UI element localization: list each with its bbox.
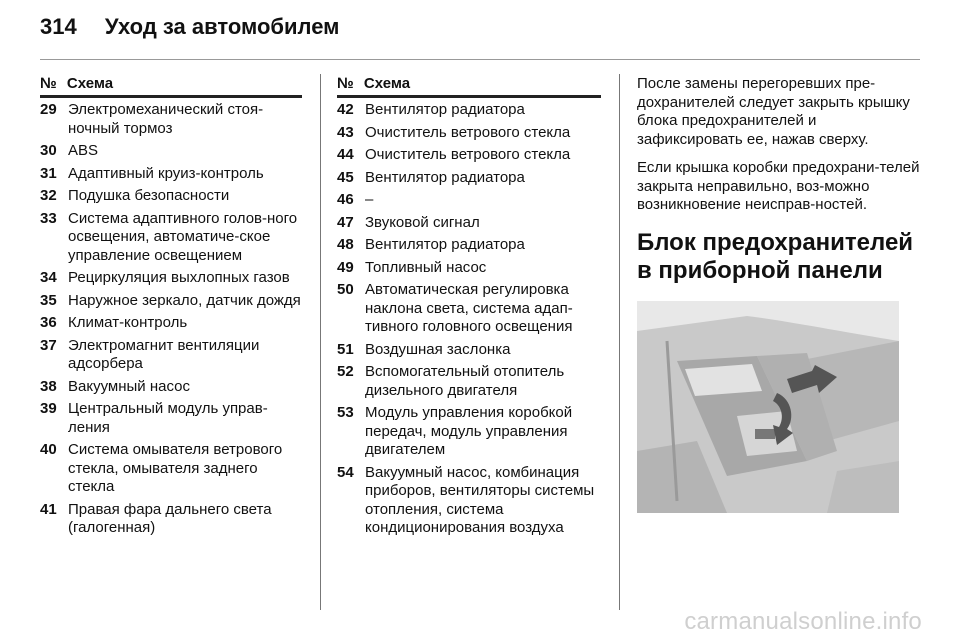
fuse-number: 46 xyxy=(337,191,354,208)
fuse-number: 30 xyxy=(40,142,57,159)
table-row xyxy=(337,101,601,120)
paragraph: Если крышка коробки предохрани-телей закрыта неправильно, воз-можно возникновение неисправ-ностей. xyxy=(637,159,920,213)
table-row xyxy=(40,337,302,374)
table-left xyxy=(40,75,302,542)
fuse-number: 44 xyxy=(337,146,354,163)
table-row xyxy=(40,501,302,538)
fuse-description: – xyxy=(365,191,374,208)
fuse-description: Климат-контроль xyxy=(68,314,188,331)
table-row xyxy=(40,165,302,184)
table-row xyxy=(337,259,601,278)
fuse-number: 52 xyxy=(337,363,354,380)
fuse-description: Вакуумный насос, комбинация приборов, вентиляторы системы отопления, система кондиционирования воздуха xyxy=(365,463,595,536)
fuse-description: Звуковой сигнал xyxy=(365,213,480,231)
fuse-description: Центральный модуль управ-ления xyxy=(68,400,268,436)
fuse-number: 50 xyxy=(337,281,354,298)
fuse-box-drawing xyxy=(637,301,899,513)
header-label: Схема xyxy=(66,75,114,92)
table-row xyxy=(40,101,302,138)
fuse-number: 31 xyxy=(40,164,57,182)
fuse-number: 39 xyxy=(40,400,57,417)
fuse-number: 48 xyxy=(337,236,354,253)
column-divider xyxy=(619,74,620,610)
table-row xyxy=(40,441,302,497)
table-row xyxy=(337,146,601,165)
table-right xyxy=(337,75,601,542)
paragraph: После замены перегоревших пре-дохранителей следует закрыть крышку блока предохранителей и зафиксировать ее, нажав сверху. xyxy=(637,75,910,148)
fuse-description: Вакуумный насос xyxy=(68,377,190,395)
table-row xyxy=(40,400,302,437)
fuse-description: Подушка безопасности xyxy=(68,187,230,204)
table-row xyxy=(337,236,601,255)
table-header xyxy=(40,75,302,98)
table-body xyxy=(337,101,601,538)
fuse-number: 53 xyxy=(337,404,354,421)
table-row xyxy=(337,363,601,400)
fuse-number: 51 xyxy=(337,340,354,358)
fuse-number: 34 xyxy=(40,269,57,286)
table-row xyxy=(40,292,302,311)
fuse-description: Топливный насос xyxy=(365,258,487,276)
table-row xyxy=(337,214,601,233)
fuse-description: Очиститель ветрового стекла xyxy=(365,146,571,163)
header-number: № xyxy=(337,75,354,92)
fuse-number: 32 xyxy=(40,187,57,204)
fuse-description: Система омывателя ветрового стекла, омывателя заднего стекла xyxy=(68,441,283,495)
table-row xyxy=(40,142,302,161)
fuse-description: Очиститель ветрового стекла xyxy=(365,123,571,141)
fuse-number: 40 xyxy=(40,441,57,458)
fuse-description: Вентилятор радиатора xyxy=(365,168,525,186)
fuse-number: 45 xyxy=(337,168,354,186)
table-row xyxy=(337,169,601,188)
fuse-description: Воздушная заслонка xyxy=(365,340,511,358)
fuse-number: 36 xyxy=(40,314,57,331)
fuse-description: Модуль управления коробкой передач, модуль управления двигателем xyxy=(365,404,573,458)
fuse-description: Правая фара дальнего света (галогенная) xyxy=(68,500,272,536)
header-label: Схема xyxy=(363,75,411,92)
fuse-number: 42 xyxy=(337,101,354,118)
fuse-box-illustration xyxy=(637,301,899,513)
table-header xyxy=(337,75,601,98)
table-row xyxy=(40,269,302,288)
table-row xyxy=(337,191,601,210)
fuse-number: 37 xyxy=(40,336,57,354)
text-column xyxy=(637,75,923,513)
table-row xyxy=(40,187,302,206)
table-row xyxy=(337,404,601,460)
fuse-description: Вентилятор радиатора xyxy=(365,101,525,118)
table-row xyxy=(337,464,601,538)
fuse-description: Электромеханический стоя-ночный тормоз xyxy=(68,101,264,137)
fuse-number: 47 xyxy=(337,213,354,231)
fuse-description: Вентилятор радиатора xyxy=(365,236,525,253)
page-header xyxy=(40,14,339,40)
fuse-description: Наружное зеркало, датчик дождя xyxy=(68,291,301,309)
fuse-number: 43 xyxy=(337,123,354,141)
fuse-description: Автоматическая регулировка наклона света, система адап-тивного головного освещения xyxy=(365,281,573,335)
fuse-number: 54 xyxy=(337,463,354,481)
fuse-description: Вспомогательный отопитель дизельного двигателя xyxy=(365,363,565,399)
fuse-description: Рециркуляция выхлопных газов xyxy=(68,269,290,286)
fuse-number: 35 xyxy=(40,291,57,309)
header-rule xyxy=(40,59,920,60)
fuse-description: ABS xyxy=(68,142,99,159)
table-row xyxy=(337,124,601,143)
table-row xyxy=(40,378,302,397)
page-title: Уход за автомобилем xyxy=(104,14,340,39)
fuse-number: 49 xyxy=(337,258,354,276)
column-divider xyxy=(320,74,321,610)
fuse-number: 41 xyxy=(40,500,57,518)
page-number: 314 xyxy=(40,14,77,39)
fuse-description: Адаптивный круиз-контроль xyxy=(68,164,264,182)
fuse-number: 29 xyxy=(40,101,57,118)
fuse-description: Электромагнит вентиляции адсорбера xyxy=(68,336,260,372)
section-title: Блок предохранителей в приборной панели xyxy=(637,228,914,284)
table-row xyxy=(337,281,601,337)
table-row xyxy=(337,341,601,360)
fuse-description: Система адаптивного голов-ного освещения, автоматиче-ское управление освещением xyxy=(68,209,298,264)
fuse-number: 38 xyxy=(40,377,57,395)
table-row xyxy=(40,314,302,333)
header-number: № xyxy=(40,75,57,92)
fuse-number: 33 xyxy=(40,209,57,227)
table-row xyxy=(40,210,302,266)
table-body xyxy=(40,101,302,538)
watermark: carmanualsonline.info xyxy=(684,608,922,635)
